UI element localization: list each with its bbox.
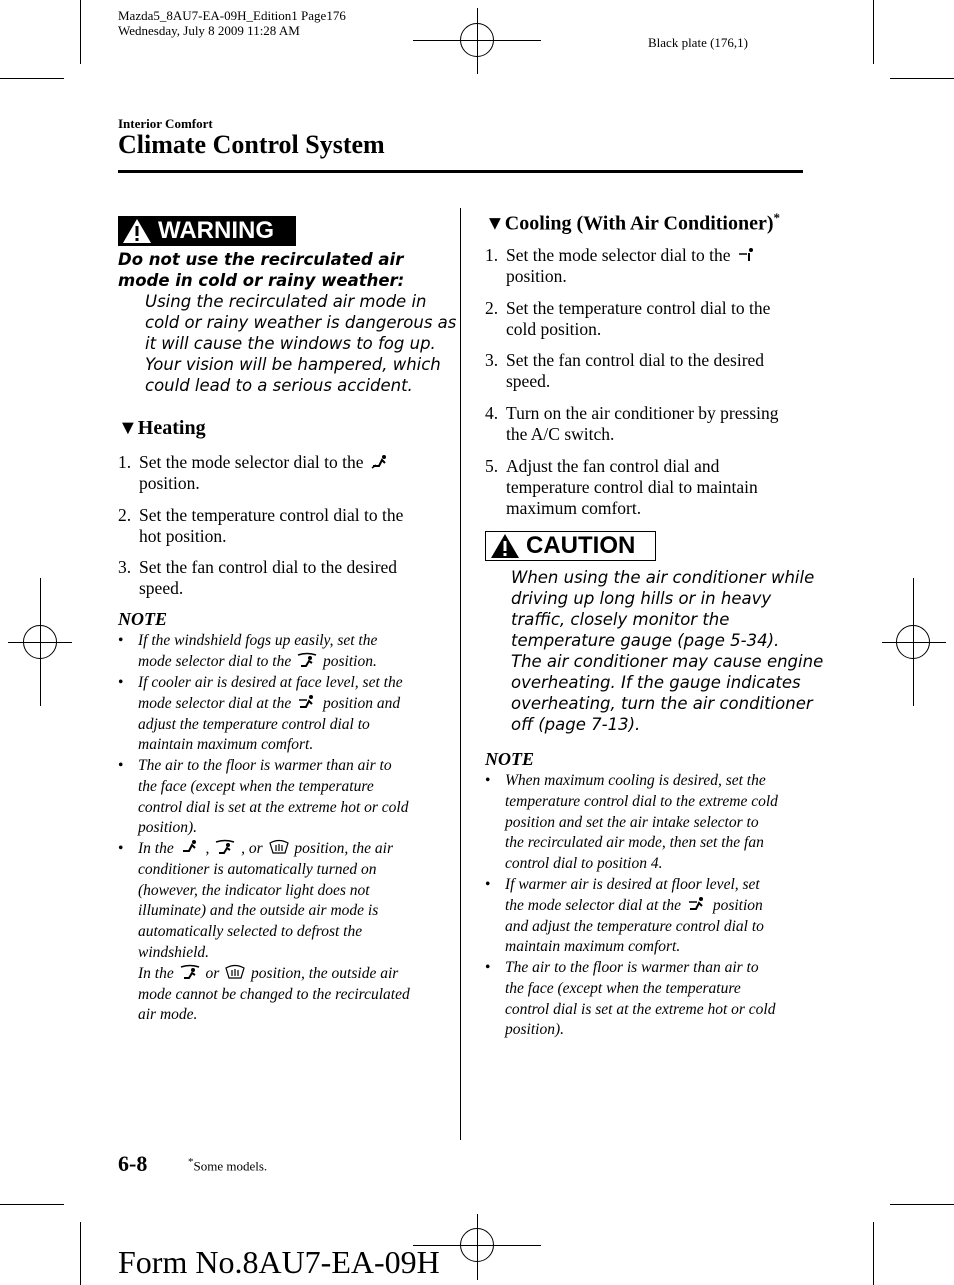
note-text: If the windshield fogs up easily, set the [138, 632, 378, 649]
column-separator [460, 208, 461, 1140]
note-text: maintain maximum comfort. [505, 938, 681, 956]
face-mode-icon [737, 247, 757, 263]
heating-heading [118, 417, 206, 440]
warning-lead: Do not use the recirculated air mode in cold or rainy weather: [118, 250, 405, 290]
plate-label: Black plate (176,1) [648, 35, 748, 50]
bullet-icon: • [118, 840, 124, 857]
bullet-icon: • [118, 632, 124, 649]
step-text: speed. [506, 371, 551, 391]
warning-line: it will cause the windows to fog up. [145, 334, 436, 353]
note-text: If cooler air is desired at face level, set the [138, 674, 403, 691]
floor-windshield-mode-icon [215, 839, 235, 855]
heating-notes [118, 631, 448, 1031]
step-text: Adjust the fan control dial and [506, 456, 720, 476]
warning-badge [118, 216, 296, 246]
note-text: conditioner is automatically turned on [138, 860, 377, 878]
warning-line: Using the recirculated air mode in [145, 292, 427, 311]
step-text: Set the temperature control dial to the [139, 505, 404, 525]
step-number: 2. [485, 298, 499, 318]
form-number: Form No.8AU7-EA-09H [118, 1244, 440, 1280]
note-text: maintain maximum comfort. [138, 736, 314, 754]
page-title: Climate Control System [118, 130, 385, 159]
crop-mark [80, 0, 81, 64]
registration-mark [23, 625, 57, 659]
triangle-down-icon: ▼ [485, 212, 505, 235]
step-text: temperature control dial to maintain [506, 477, 758, 497]
cooling-notes [485, 771, 805, 1051]
note-text: If warmer air is desired at floor level, set [505, 876, 760, 893]
crop-mark [0, 78, 64, 79]
warning-label: WARNING [158, 217, 274, 244]
floor-mode-icon [180, 839, 200, 855]
step-text: hot position. [139, 526, 227, 546]
note-text: position. [323, 652, 377, 670]
step-text: Turn on the air conditioner by pressing [506, 403, 779, 423]
step-text: position. [506, 266, 567, 286]
defroster-icon [269, 839, 289, 855]
step-number: 2. [118, 505, 132, 525]
caution-line: When using the air conditioner while [511, 568, 815, 587]
bullet-icon: • [118, 674, 124, 691]
face-floor-mode-icon [297, 694, 317, 710]
title-rule [118, 170, 803, 173]
crop-mark [890, 1204, 954, 1205]
triangle-down-icon: ▼ [118, 417, 138, 439]
note-text: the face (except when the temperature [505, 979, 741, 997]
caution-label: CAUTION [526, 532, 636, 559]
note-text: mode selector dial to the [138, 652, 292, 670]
bullet-icon: • [485, 959, 491, 976]
defroster-icon [225, 964, 245, 980]
caution-line: overheating. If the gauge indicates [511, 673, 801, 692]
step-text: Set the fan control dial to the desired [506, 350, 765, 370]
note-text: control dial is set at the extreme hot or cold [138, 798, 409, 816]
cooling-steps [485, 245, 805, 525]
cooling-heading [485, 210, 780, 236]
note-text: illuminate) and the outside air mode is [138, 902, 379, 920]
caution-body [511, 567, 823, 735]
asterisk: * [773, 210, 781, 225]
caution-line: overheating, turn the air conditioner [511, 694, 813, 713]
note-text: the face (except when the temperature [138, 777, 374, 795]
step-number: 5. [485, 456, 499, 476]
note-text: mode selector dial at the [138, 694, 292, 712]
note-text: In the [138, 964, 174, 982]
caution-line: traffic, closely monitor the [511, 610, 730, 629]
note-text: the recirculated air mode, then set the fan [505, 834, 764, 852]
registration-mark [896, 625, 930, 659]
note-text: , [205, 840, 210, 857]
bullet-icon: • [118, 757, 124, 774]
warning-line: could lead to a serious accident. [145, 376, 413, 395]
crop-mark [873, 0, 874, 64]
registration-mark [460, 1228, 494, 1262]
step-number: 3. [485, 350, 499, 370]
registration-mark [460, 23, 494, 57]
floor-windshield-mode-icon [180, 964, 200, 980]
step-number: 1. [485, 245, 499, 265]
step-number: 1. [118, 452, 132, 472]
step-text: speed. [139, 578, 184, 598]
heating-note-title: NOTE [118, 609, 167, 629]
caution-badge [485, 531, 656, 561]
step-text: Set the mode selector dial to the [139, 452, 364, 472]
step-text: cold position. [506, 319, 602, 339]
note-text: position and [323, 694, 401, 712]
cooling-note-title: NOTE [485, 749, 534, 769]
crop-mark [80, 1222, 81, 1285]
note-text: automatically selected to defrost the [138, 923, 363, 941]
step-text: the A/C switch. [506, 424, 615, 444]
warning-triangle-icon [122, 218, 152, 244]
note-text: The air to the floor is warmer than air to [505, 959, 759, 976]
note-text: mode cannot be changed to the recirculated [138, 985, 410, 1003]
print-meta-line2: Wednesday, July 8 2009 11:28 AM [118, 23, 300, 38]
note-text: the mode selector dial at the [505, 896, 682, 914]
face-floor-mode-icon [687, 896, 707, 912]
warning-body [145, 291, 456, 396]
asterisk: * [188, 1156, 194, 1168]
warning-line: cold or rainy weather is dangerous as [145, 313, 457, 332]
print-meta [118, 8, 346, 38]
warning-line: Your vision will be hampered, which [145, 355, 441, 374]
page-number: 6-8 [118, 1151, 148, 1176]
note-text: control dial is set at the extreme hot or cold [505, 1000, 776, 1018]
note-text: position). [138, 819, 197, 837]
print-meta-line1: Mazda5_8AU7-EA-09H_Edition1 Page176 [118, 8, 346, 23]
note-text: control dial to position 4. [505, 855, 663, 873]
bullet-icon: • [485, 772, 491, 789]
step-text: position. [139, 473, 200, 493]
bullet-icon: • [485, 876, 491, 893]
note-text: or [205, 964, 220, 982]
footnote-text: Some models. [193, 1158, 268, 1174]
note-text: position and set the air intake selector to [505, 813, 759, 831]
crop-mark [0, 1204, 64, 1205]
note-text: adjust the temperature control dial to [138, 715, 370, 733]
caution-line: temperature gauge (page 5-34). [511, 631, 780, 650]
step-number: 3. [118, 557, 132, 577]
note-text: In the [138, 840, 174, 857]
note-text: position, the air [294, 840, 394, 857]
crop-mark [890, 78, 954, 79]
section-label: Interior Comfort [118, 116, 213, 131]
heating-title: Heating [137, 417, 206, 439]
heating-steps [118, 452, 448, 602]
note-text: (however, the indicator light does not [138, 881, 370, 899]
note-text: , or [241, 840, 263, 857]
note-text: windshield. [138, 943, 210, 961]
warning-triangle-icon [490, 533, 520, 559]
crop-mark [873, 1222, 874, 1285]
note-text: air mode. [138, 1006, 198, 1024]
caution-line: off (page 7-13). [511, 715, 641, 734]
note-text: When maximum cooling is desired, set the [505, 772, 766, 789]
step-number: 4. [485, 403, 499, 423]
note-text: position, the outside air [251, 964, 399, 982]
caution-line: The air conditioner may cause engine [511, 652, 824, 671]
cooling-title: Cooling (With Air Conditioner) [504, 212, 774, 235]
note-text: position [712, 896, 763, 914]
step-text: Set the mode selector dial to the [506, 245, 731, 265]
step-text: Set the temperature control dial to the [506, 298, 771, 318]
note-text: position). [505, 1021, 564, 1039]
caution-line: driving up long hills or in heavy [511, 589, 772, 608]
floor-mode-icon [370, 454, 390, 470]
footnote [188, 1156, 267, 1174]
step-text: Set the fan control dial to the desired [139, 557, 398, 577]
note-text: and adjust the temperature control dial to [505, 917, 764, 935]
floor-windshield-mode-icon [297, 652, 317, 668]
note-text: temperature control dial to the extreme cold [505, 792, 778, 810]
step-text: maximum comfort. [506, 498, 642, 518]
note-text: The air to the floor is warmer than air to [138, 757, 392, 774]
